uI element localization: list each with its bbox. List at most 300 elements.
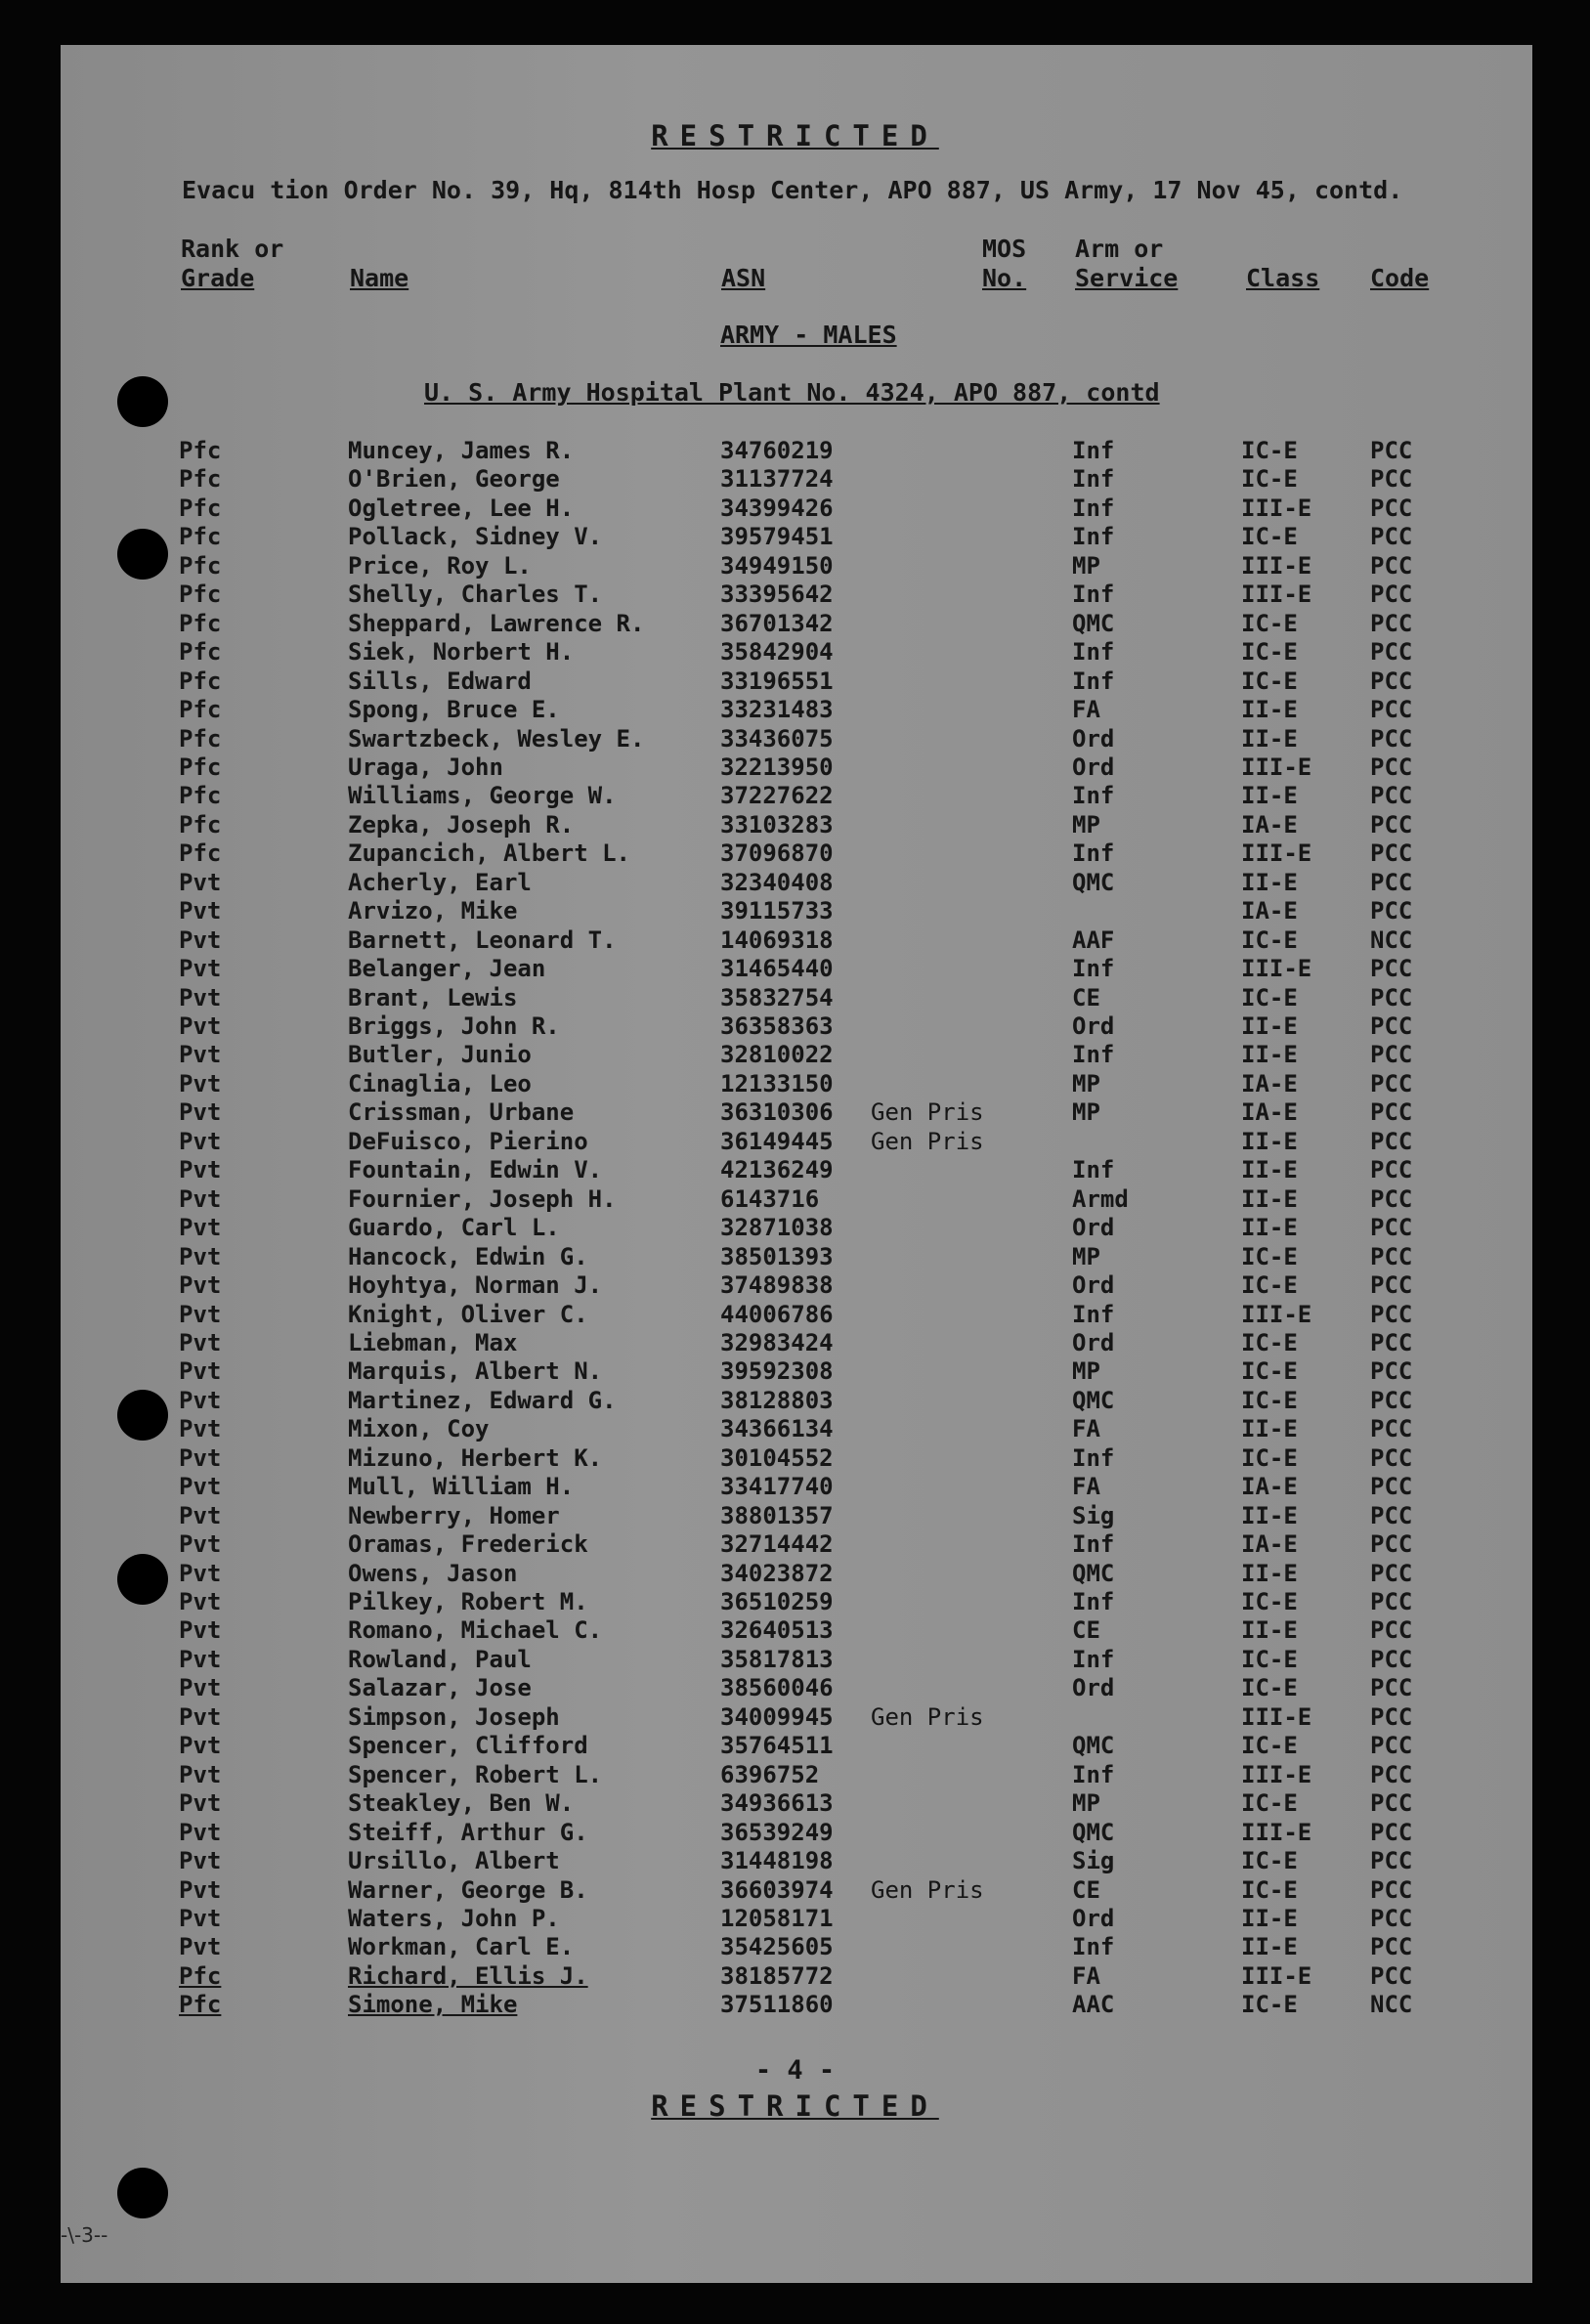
code-cell: PCC [1370, 437, 1413, 464]
asn-cell: 38501393 [720, 1243, 834, 1270]
code-cell: PCC [1370, 811, 1413, 839]
table-row [0, 1387, 1590, 1415]
arm-service-cell: Inf [1072, 1156, 1115, 1184]
class-cell: II-E [1241, 1616, 1298, 1644]
rank-cell: Pfc [179, 581, 222, 608]
name-cell: Briggs, John R. [348, 1012, 560, 1040]
rank-cell: Pvt [179, 1560, 222, 1587]
code-cell: PCC [1370, 1789, 1413, 1817]
code-cell: PCC [1370, 1646, 1413, 1673]
asn-cell: 36149445 [720, 1128, 834, 1155]
table-row [0, 1761, 1590, 1789]
name-cell: Ogletree, Lee H. [348, 495, 575, 522]
code-cell: PCC [1370, 523, 1413, 550]
code-cell: PCC [1370, 1243, 1413, 1270]
header-rank [181, 235, 283, 293]
table-row [0, 1588, 1590, 1616]
asn-cell: 44006786 [720, 1301, 834, 1328]
table-row [0, 1530, 1590, 1559]
arm-service-cell: FA [1072, 1473, 1100, 1500]
header-arm-line1: Arm or [1075, 235, 1164, 263]
code-cell: PCC [1370, 1560, 1413, 1587]
class-cell: II-E [1241, 696, 1298, 723]
arm-service-cell: Inf [1072, 1933, 1115, 1960]
name-cell: Spong, Bruce E. [348, 696, 560, 723]
rank-cell: Pvt [179, 1387, 222, 1414]
header-name: Name [350, 264, 409, 292]
asn-cell: 38801357 [720, 1502, 834, 1529]
code-cell: PCC [1370, 1098, 1413, 1126]
table-row [0, 465, 1590, 494]
name-cell: Mull, William H. [348, 1473, 575, 1500]
name-cell: Liebman, Max [348, 1329, 518, 1356]
mos-cell: Gen Pris [871, 1098, 984, 1126]
asn-cell: 39592308 [720, 1357, 834, 1385]
code-cell: PCC [1370, 1674, 1413, 1701]
name-cell: Martinez, Edward G. [348, 1387, 617, 1414]
class-cell: III-E [1241, 1703, 1312, 1731]
rank-cell: Pvt [179, 897, 222, 925]
table-row [0, 523, 1590, 551]
class-cell: IA-E [1241, 1098, 1298, 1126]
table-row [0, 1041, 1590, 1069]
asn-cell: 35817813 [720, 1646, 834, 1673]
table-row [0, 1271, 1590, 1300]
name-cell: Muncey, James R. [348, 437, 575, 464]
name-cell: Workman, Carl E. [348, 1933, 575, 1960]
class-cell: III-E [1241, 753, 1312, 781]
arm-service-cell: Ord [1072, 1329, 1115, 1356]
arm-service-cell: Inf [1072, 1530, 1115, 1558]
name-cell: Steiff, Arthur G. [348, 1819, 588, 1846]
class-cell: IA-E [1241, 811, 1298, 839]
class-cell: II-E [1241, 1012, 1298, 1040]
code-cell: PCC [1370, 1387, 1413, 1414]
name-cell: Swartzbeck, Wesley E. [348, 725, 645, 753]
arm-service-cell: Inf [1072, 667, 1115, 695]
asn-cell: 42136249 [720, 1156, 834, 1184]
name-cell: Fountain, Edwin V. [348, 1156, 603, 1184]
code-cell: PCC [1370, 1530, 1413, 1558]
asn-cell: 39115733 [720, 897, 834, 925]
asn-cell: 34399426 [720, 495, 834, 522]
header-arm-line2: Service [1075, 264, 1179, 292]
rank-cell: Pvt [179, 1847, 222, 1874]
arm-service-cell: Inf [1072, 523, 1115, 550]
rank-cell: Pfc [179, 638, 222, 666]
asn-cell: 38128803 [720, 1387, 834, 1414]
rank-cell: Pfc [179, 523, 222, 550]
table-row [0, 955, 1590, 983]
asn-cell: 30104552 [720, 1444, 834, 1472]
arm-service-cell: Ord [1072, 1271, 1115, 1299]
code-cell: PCC [1370, 869, 1413, 896]
table-row [0, 495, 1590, 523]
restricted-header: RESTRICTED [651, 119, 939, 152]
code-cell: PCC [1370, 839, 1413, 867]
rank-cell: Pvt [179, 1185, 222, 1213]
arm-service-cell: CE [1072, 984, 1100, 1011]
name-cell: Ursillo, Albert [348, 1847, 560, 1874]
code-cell: PCC [1370, 1473, 1413, 1500]
rank-cell: Pvt [179, 1128, 222, 1155]
code-cell: PCC [1370, 1847, 1413, 1874]
rank-cell: Pfc [179, 610, 222, 637]
rank-cell: Pvt [179, 1732, 222, 1759]
name-cell: Pollack, Sidney V. [348, 523, 603, 550]
arm-service-cell: Inf [1072, 1041, 1115, 1068]
class-cell: III-E [1241, 495, 1312, 522]
arm-service-cell: Inf [1072, 955, 1115, 982]
name-cell: Zupancich, Albert L. [348, 839, 630, 867]
name-cell: Simpson, Joseph [348, 1703, 560, 1731]
name-cell: Price, Roy L. [348, 552, 532, 580]
class-cell: IC-E [1241, 1243, 1298, 1270]
asn-cell: 12133150 [720, 1070, 834, 1097]
arm-service-cell: Inf [1072, 1444, 1115, 1472]
arm-service-cell: QMC [1072, 1387, 1115, 1414]
arm-service-cell: Inf [1072, 495, 1115, 522]
rank-cell: Pfc [179, 696, 222, 723]
arm-service-cell: Ord [1072, 725, 1115, 753]
name-cell: Hoyhtya, Norman J. [348, 1271, 603, 1299]
class-cell: IA-E [1241, 1070, 1298, 1097]
asn-cell: 38560046 [720, 1674, 834, 1701]
code-cell: NCC [1370, 926, 1413, 954]
class-cell: IC-E [1241, 1674, 1298, 1701]
class-cell: II-E [1241, 1041, 1298, 1068]
code-cell: PCC [1370, 1933, 1413, 1960]
arm-service-cell: Inf [1072, 1301, 1115, 1328]
class-cell: IC-E [1241, 1271, 1298, 1299]
class-cell: IC-E [1241, 1387, 1298, 1414]
rank-cell: Pvt [179, 1415, 222, 1442]
class-cell: II-E [1241, 1156, 1298, 1184]
rank-cell: Pfc [179, 465, 222, 493]
header-mos-line1: MOS [982, 235, 1027, 263]
rank-cell: Pvt [179, 1243, 222, 1270]
arm-service-cell: AAF [1072, 926, 1115, 954]
rank-cell: Pvt [179, 1876, 222, 1904]
arm-service-cell: FA [1072, 1415, 1100, 1442]
rank-cell: Pfc [179, 753, 222, 781]
table-row [0, 1819, 1590, 1847]
rank-cell: Pvt [179, 1530, 222, 1558]
asn-cell: 34936613 [720, 1789, 834, 1817]
arm-service-cell: MP [1072, 1357, 1100, 1385]
class-cell: IC-E [1241, 465, 1298, 493]
code-cell: PCC [1370, 1156, 1413, 1184]
table-row [0, 869, 1590, 897]
table-row [0, 1301, 1590, 1329]
asn-cell: 39579451 [720, 523, 834, 550]
class-cell: IA-E [1241, 897, 1298, 925]
code-cell: PCC [1370, 1732, 1413, 1759]
table-row [0, 1616, 1590, 1645]
code-cell: PCC [1370, 1185, 1413, 1213]
arm-service-cell: FA [1072, 1962, 1100, 1990]
page-number: - 4 - [754, 2055, 836, 2086]
table-row [0, 1789, 1590, 1818]
class-cell: IA-E [1241, 1473, 1298, 1500]
class-cell: III-E [1241, 581, 1312, 608]
rank-cell: Pvt [179, 1933, 222, 1960]
rank-cell: Pfc [179, 782, 222, 809]
rank-cell: Pvt [179, 1646, 222, 1673]
punch-hole [117, 2168, 168, 2218]
name-cell: Hancock, Edwin G. [348, 1243, 588, 1270]
name-cell: Salazar, Jose [348, 1674, 532, 1701]
arm-service-cell: Ord [1072, 1012, 1115, 1040]
table-row [0, 926, 1590, 955]
header-mos [982, 235, 1026, 293]
asn-cell: 32810022 [720, 1041, 834, 1068]
asn-cell: 33103283 [720, 811, 834, 839]
table-row [0, 1070, 1590, 1098]
order-title-line: Evacu tion Order No. 39, Hq, 814th Hosp Center, APO 887, US Army, 17 Nov 45, contd. [182, 176, 1403, 204]
arm-service-cell: MP [1072, 552, 1100, 580]
class-cell: IC-E [1241, 926, 1298, 954]
name-cell: Sheppard, Lawrence R. [348, 610, 645, 637]
name-cell: Owens, Jason [348, 1560, 518, 1587]
arm-service-cell: CE [1072, 1616, 1100, 1644]
asn-cell: 32213950 [720, 753, 834, 781]
name-cell: Williams, George W. [348, 782, 617, 809]
rank-cell: Pvt [179, 1789, 222, 1817]
name-cell: Cinaglia, Leo [348, 1070, 532, 1097]
rank-cell: Pfc [179, 437, 222, 464]
rank-cell: Pvt [179, 1674, 222, 1701]
class-cell: III-E [1241, 1962, 1312, 1990]
class-cell: IC-E [1241, 667, 1298, 695]
class-cell: III-E [1241, 552, 1312, 580]
table-row [0, 1415, 1590, 1443]
code-cell: PCC [1370, 1070, 1413, 1097]
arm-service-cell: Sig [1072, 1502, 1115, 1529]
rank-cell: Pfc [179, 811, 222, 839]
class-cell: IC-E [1241, 1847, 1298, 1874]
name-cell: Newberry, Homer [348, 1502, 560, 1529]
table-row [0, 1357, 1590, 1386]
class-cell: III-E [1241, 1301, 1312, 1328]
name-cell: Romano, Michael C. [348, 1616, 603, 1644]
table-row [0, 984, 1590, 1012]
code-cell: PCC [1370, 753, 1413, 781]
asn-cell: 35764511 [720, 1732, 834, 1759]
rank-cell: Pvt [179, 955, 222, 982]
table-row [0, 725, 1590, 753]
arm-service-cell: QMC [1072, 1819, 1115, 1846]
class-cell: II-E [1241, 1415, 1298, 1442]
name-cell: Richard, Ellis J. [348, 1962, 588, 1990]
rank-cell: Pvt [179, 1444, 222, 1472]
class-cell: II-E [1241, 782, 1298, 809]
name-cell: O'Brien, George [348, 465, 560, 493]
header-code: Code [1370, 264, 1430, 292]
rank-cell: Pvt [179, 1502, 222, 1529]
arm-service-cell: Inf [1072, 782, 1115, 809]
arm-service-cell: Ord [1072, 753, 1115, 781]
rank-cell: Pvt [179, 926, 222, 954]
table-row [0, 1214, 1590, 1242]
name-cell: Simone, Mike [348, 1991, 518, 2018]
class-cell: II-E [1241, 725, 1298, 753]
rank-cell: Pfc [179, 1991, 222, 2018]
name-cell: Belanger, Jean [348, 955, 546, 982]
rank-cell: Pvt [179, 1301, 222, 1328]
name-cell: Uraga, John [348, 753, 503, 781]
class-cell: II-E [1241, 1905, 1298, 1932]
class-cell: IC-E [1241, 523, 1298, 550]
asn-cell: 36510259 [720, 1588, 834, 1615]
table-row [0, 1444, 1590, 1473]
arm-service-cell: Inf [1072, 581, 1115, 608]
name-cell: Spencer, Clifford [348, 1732, 588, 1759]
table-row [0, 1156, 1590, 1184]
asn-cell: 33196551 [720, 667, 834, 695]
asn-cell: 34023872 [720, 1560, 834, 1587]
name-cell: Zepka, Joseph R. [348, 811, 575, 839]
name-cell: Pilkey, Robert M. [348, 1588, 588, 1615]
table-row [0, 897, 1590, 925]
mos-cell: Gen Pris [871, 1128, 984, 1155]
arm-service-cell: AAC [1072, 1991, 1115, 2018]
arm-service-cell: QMC [1072, 869, 1115, 896]
code-cell: PCC [1370, 1905, 1413, 1932]
table-row [0, 1991, 1590, 2019]
name-cell: DeFuisco, Pierino [348, 1128, 588, 1155]
section-title: ARMY - MALES [720, 321, 897, 349]
asn-cell: 37489838 [720, 1271, 834, 1299]
asn-cell: 31137724 [720, 465, 834, 493]
rank-cell: Pvt [179, 1703, 222, 1731]
table-row [0, 696, 1590, 724]
asn-cell: 34009945 [720, 1703, 834, 1731]
table-row [0, 1473, 1590, 1501]
arm-service-cell: Inf [1072, 1761, 1115, 1788]
class-cell: IC-E [1241, 1329, 1298, 1356]
class-cell: IC-E [1241, 437, 1298, 464]
code-cell: PCC [1370, 1357, 1413, 1385]
rank-cell: Pvt [179, 1905, 222, 1932]
arm-service-cell: Inf [1072, 1646, 1115, 1673]
header-mos-line2: No. [982, 264, 1027, 292]
class-cell: III-E [1241, 839, 1312, 867]
name-cell: Crissman, Urbane [348, 1098, 575, 1126]
table-row [0, 839, 1590, 868]
rank-cell: Pfc [179, 839, 222, 867]
code-cell: PCC [1370, 897, 1413, 925]
name-cell: Arvizo, Mike [348, 897, 518, 925]
asn-cell: 33417740 [720, 1473, 834, 1500]
asn-cell: 35425605 [720, 1933, 834, 1960]
code-cell: PCC [1370, 1329, 1413, 1356]
arm-service-cell: Inf [1072, 465, 1115, 493]
rank-cell: Pvt [179, 869, 222, 896]
table-row [0, 667, 1590, 696]
arm-service-cell: CE [1072, 1876, 1100, 1904]
class-cell: II-E [1241, 1502, 1298, 1529]
table-row [0, 1128, 1590, 1156]
code-cell: PCC [1370, 610, 1413, 637]
code-cell: PCC [1370, 638, 1413, 666]
table-row [0, 552, 1590, 581]
name-cell: Knight, Oliver C. [348, 1301, 588, 1328]
class-cell: III-E [1241, 955, 1312, 982]
table-row [0, 1243, 1590, 1271]
asn-cell: 32871038 [720, 1214, 834, 1241]
class-cell: II-E [1241, 1128, 1298, 1155]
arm-service-cell: Sig [1072, 1847, 1115, 1874]
class-cell: IC-E [1241, 1789, 1298, 1817]
mos-cell: Gen Pris [871, 1876, 984, 1904]
code-cell: PCC [1370, 1962, 1413, 1990]
punch-hole [117, 376, 168, 427]
name-cell: Oramas, Frederick [348, 1530, 588, 1558]
code-cell: PCC [1370, 1415, 1413, 1442]
rank-cell: Pfc [179, 1962, 222, 1990]
arm-service-cell: QMC [1072, 1560, 1115, 1587]
restricted-footer: RESTRICTED [651, 2089, 939, 2123]
asn-cell: 34366134 [720, 1415, 834, 1442]
class-cell: IC-E [1241, 1876, 1298, 1904]
rank-cell: Pvt [179, 1473, 222, 1500]
name-cell: Marquis, Albert N. [348, 1357, 603, 1385]
asn-cell: 6396752 [720, 1761, 820, 1788]
arm-service-cell: Ord [1072, 1674, 1115, 1701]
asn-cell: 36701342 [720, 610, 834, 637]
asn-cell: 12058171 [720, 1905, 834, 1932]
asn-cell: 32714442 [720, 1530, 834, 1558]
rank-cell: Pvt [179, 1329, 222, 1356]
class-cell: IC-E [1241, 1444, 1298, 1472]
asn-cell: 36603974 [720, 1876, 834, 1904]
asn-cell: 14069318 [720, 926, 834, 954]
asn-cell: 6143716 [720, 1185, 820, 1213]
arm-service-cell: Armd [1072, 1185, 1129, 1213]
table-row [0, 1646, 1590, 1674]
arm-service-cell: MP [1072, 1243, 1100, 1270]
code-cell: PCC [1370, 984, 1413, 1011]
table-row [0, 1012, 1590, 1041]
asn-cell: 37511860 [720, 1991, 834, 2018]
name-cell: Warner, George B. [348, 1876, 588, 1904]
asn-cell: 33395642 [720, 581, 834, 608]
code-cell: PCC [1370, 1703, 1413, 1731]
asn-cell: 37227622 [720, 782, 834, 809]
rank-cell: Pvt [179, 1098, 222, 1126]
class-cell: IC-E [1241, 1991, 1298, 2018]
asn-cell: 36358363 [720, 1012, 834, 1040]
arm-service-cell: MP [1072, 1070, 1100, 1097]
code-cell: PCC [1370, 667, 1413, 695]
class-cell: IC-E [1241, 1357, 1298, 1385]
rank-cell: Pvt [179, 1616, 222, 1644]
asn-cell: 35832754 [720, 984, 834, 1011]
arm-service-cell: Inf [1072, 437, 1115, 464]
asn-cell: 36539249 [720, 1819, 834, 1846]
rank-cell: Pvt [179, 1070, 222, 1097]
arm-service-cell: QMC [1072, 610, 1115, 637]
asn-cell: 32640513 [720, 1616, 834, 1644]
table-row [0, 1876, 1590, 1905]
asn-cell: 36310306 [720, 1098, 834, 1126]
table-row [0, 1329, 1590, 1357]
class-cell: IA-E [1241, 1530, 1298, 1558]
code-cell: PCC [1370, 1502, 1413, 1529]
arm-service-cell: Ord [1072, 1905, 1115, 1932]
name-cell: Sills, Edward [348, 667, 532, 695]
